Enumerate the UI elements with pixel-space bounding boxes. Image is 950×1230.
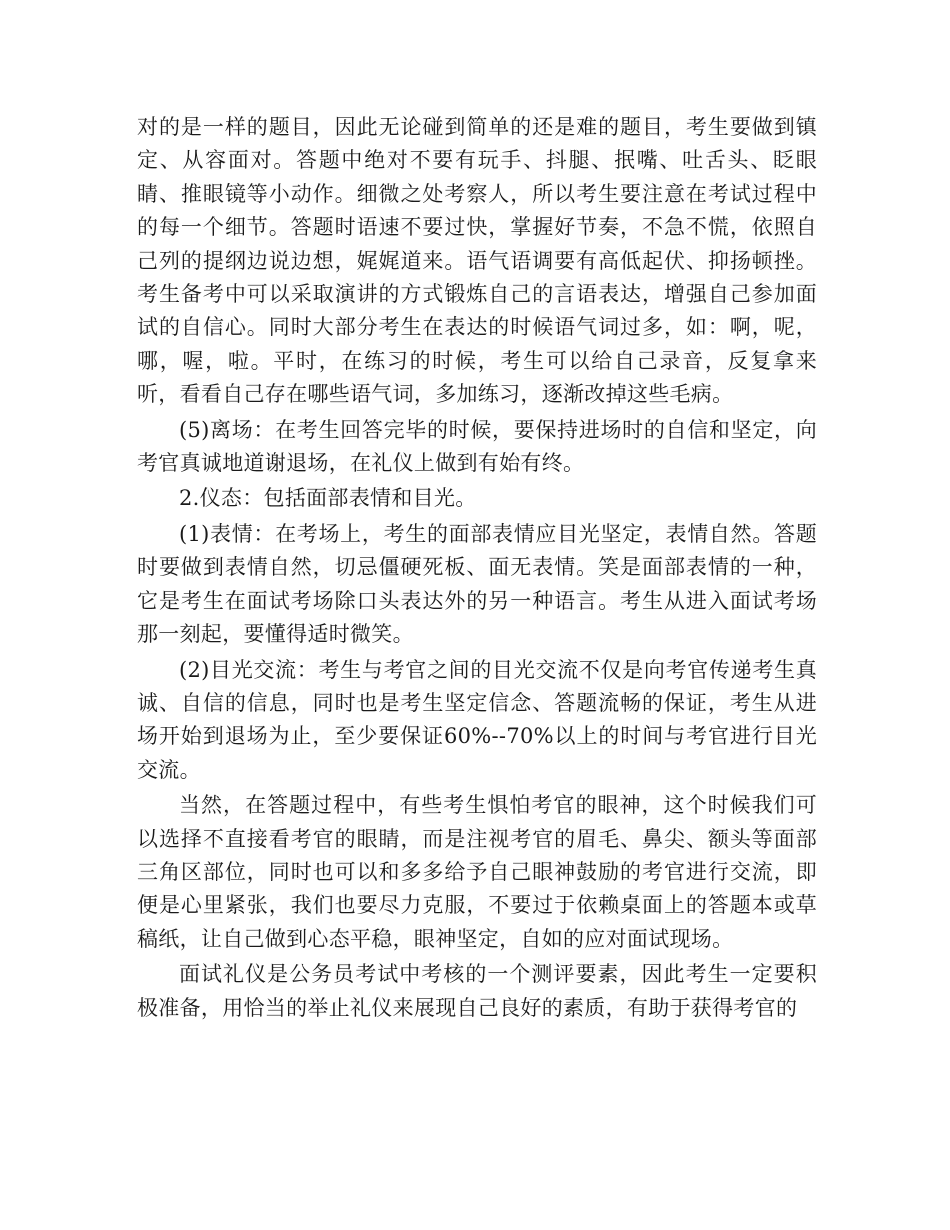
paragraph-expression: (1)表情：在考场上，考生的面部表情应目光坚定，表情自然。答题时要做到表情自然，切忌僵硬死板、面无表情。笑是面部表情的一种，它是考生在面试考场除口头表达外的另一种语言。考生从进入面试考场那一刻起，要懂得适时微笑。 xyxy=(137,521,817,647)
paragraph-continuation: 对的是一样的题目，因此无论碰到简单的还是难的题目，考生要做到镇定、从容面对。答题中绝对不要有玩手、抖腿、抿嘴、吐舌头、眨眼睛、推眼镜等小动作。细微之处考察人，所以考生要注意在考试过程中的每一个细节。答题时语速不要过快，掌握好节奏，不急不慌，依照自己列的提纲边说边想，娓娓道来。语气语调要有高低起伏、抑扬顿挫。考生备考中可以采取演讲的方式锻炼自己的言语表达，增强自己参加面试的自信心。同时大部分考生在表达的时候语气词过多，如：啊，呢，哪，喔，啦。平时，在练习的时候，考生可以给自己录音，反复拿来听，看看自己存在哪些语气词，多加练习，逐渐改掉这些毛病。 xyxy=(137,115,817,407)
paragraph-eye-contact-tips: 当然，在答题过程中，有些考生惧怕考官的眼神，这个时候我们可以选择不直接看考官的眼睛，而是注视考官的眉毛、鼻尖、额头等面部三角区部位，同时也可以和多多给予自己眼神鼓励的考官进行交流，即便是心里紧张，我们也要尽力克服，不要过于依赖桌面上的答题本或草稿纸，让自己做到心态平稳，眼神坚定，自如的应对面试现场。 xyxy=(137,793,817,951)
document-body xyxy=(137,111,817,1027)
paragraph-eye-contact: (2)目光交流：考生与考官之间的目光交流不仅是向考官传递考生真诚、自信的信息，同时也是考生坚定信念、答题流畅的保证，考生从进场开始到退场为止，至少要保证60%--70%以上的时间与考官进行目光交流。 xyxy=(137,657,817,782)
paragraph-conclusion: 面试礼仪是公务员考试中考核的一个测评要素，因此考生一定要积极准备，用恰当的举止礼仪来展现自己良好的素质，有助于获得考官的 xyxy=(137,962,817,1020)
paragraph-demeanor-heading: 2.仪态：包括面部表情和目光。 xyxy=(179,486,477,511)
paragraph-exit: (5)离场：在考生回答完毕的时候，要保持进场时的自信和坚定，向考官真诚地道谢退场，在礼仪上做到有始有终。 xyxy=(137,417,817,476)
